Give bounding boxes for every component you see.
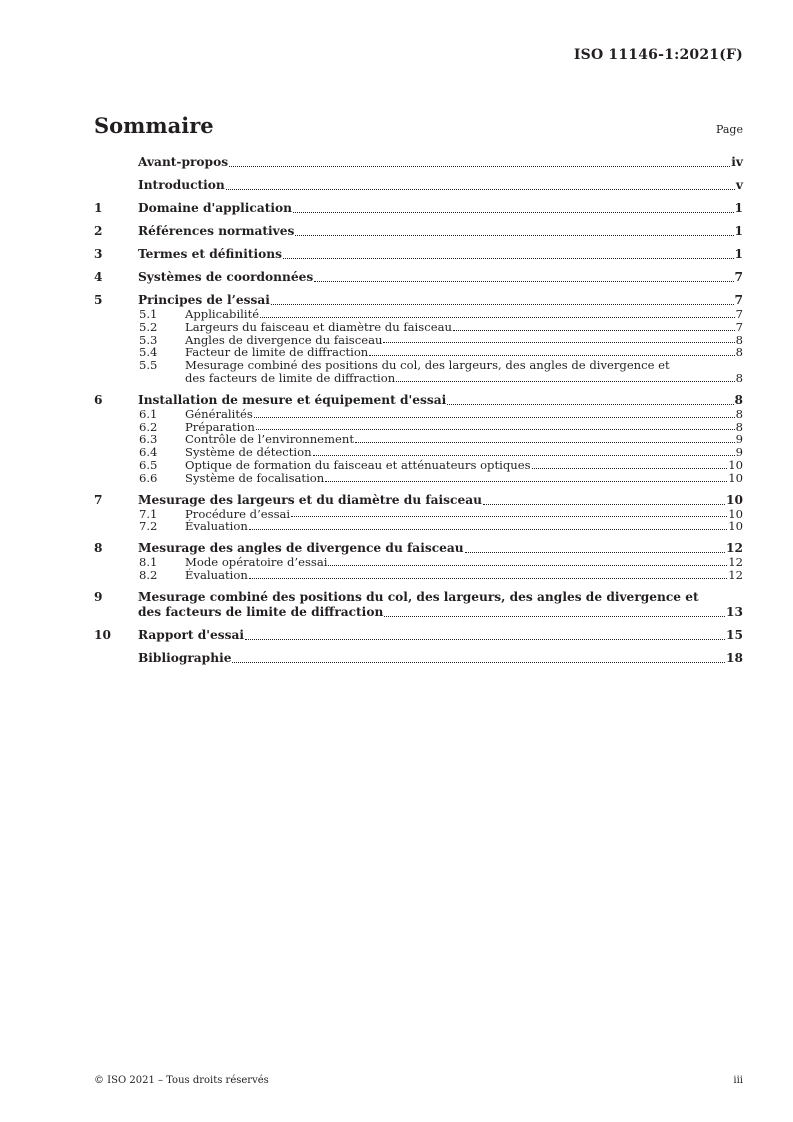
toc-entry-title: Introduction bbox=[138, 178, 225, 192]
toc-subentry[interactable] bbox=[94, 569, 743, 582]
toc-entry-number: 6.1 bbox=[139, 406, 158, 421]
page-footer bbox=[94, 1075, 743, 1086]
toc-entry-title: des facteurs de limite de diffraction bbox=[138, 604, 384, 619]
dot-leader bbox=[249, 577, 727, 579]
toc-entry-page: 8 bbox=[735, 332, 743, 347]
dot-leader bbox=[249, 528, 727, 530]
toc-entry-page: 12 bbox=[728, 555, 743, 570]
toc-entry-number: 6.4 bbox=[139, 445, 158, 460]
dot-leader bbox=[229, 165, 730, 167]
toc-entry-page: 10 bbox=[728, 457, 743, 472]
toc-entry-page: 7 bbox=[734, 293, 743, 307]
dot-leader bbox=[369, 354, 734, 356]
toc-entry[interactable] bbox=[94, 247, 743, 262]
toc-entry-number: 5.4 bbox=[139, 345, 158, 360]
toc-entry-page: 8 bbox=[735, 345, 743, 360]
copyright-notice: © ISO 2021 – Tous droits réservés bbox=[94, 1075, 269, 1086]
dot-leader bbox=[283, 257, 734, 259]
toc-header bbox=[94, 113, 743, 138]
dot-leader bbox=[355, 441, 735, 443]
toc-entry-number: 6.3 bbox=[139, 432, 158, 447]
toc-entry-page: 7 bbox=[735, 307, 743, 321]
toc-entry-title: Principes de l’essai bbox=[138, 293, 270, 307]
toc-entry-title: Bibliographie bbox=[138, 650, 232, 665]
toc-entry-title: Évaluation bbox=[185, 567, 248, 582]
toc-entry-number: 7.2 bbox=[139, 519, 158, 534]
page-number: iii bbox=[733, 1075, 743, 1086]
toc-entry-number: 5.1 bbox=[139, 307, 158, 321]
toc-entry-number: 10 bbox=[94, 627, 111, 642]
toc-entry[interactable] bbox=[94, 155, 743, 170]
toc-entry[interactable] bbox=[94, 628, 743, 643]
toc-entry[interactable] bbox=[94, 651, 743, 666]
dot-leader bbox=[256, 428, 735, 430]
toc-entry-title: Évaluation bbox=[185, 519, 248, 534]
toc-entry-title: Largeurs du faisceau et diamètre du faisceau bbox=[185, 319, 452, 334]
toc-subentry[interactable] bbox=[94, 359, 743, 385]
dot-leader bbox=[483, 503, 725, 505]
toc-entry-title: Préparation bbox=[185, 419, 255, 434]
toc-entry-page: 10 bbox=[728, 470, 743, 485]
toc-entry[interactable] bbox=[94, 270, 743, 285]
toc-entry-number: 4 bbox=[94, 270, 103, 284]
toc-entry-page: 10 bbox=[728, 506, 743, 521]
toc-entry-number: 6.2 bbox=[139, 419, 158, 434]
toc-entry-title-line: Mesurage combiné des positions du col, des largeurs, des angles de divergence et bbox=[185, 358, 670, 373]
toc-entry-page: 8 bbox=[734, 392, 743, 407]
toc-subentry[interactable] bbox=[94, 308, 743, 321]
toc-entry-page: 1 bbox=[734, 224, 743, 238]
toc-entry[interactable] bbox=[94, 590, 743, 620]
dot-leader bbox=[260, 316, 735, 318]
dot-leader bbox=[232, 661, 725, 663]
toc-entry-number: 6.6 bbox=[139, 470, 158, 485]
dot-leader bbox=[383, 341, 734, 343]
toc-entry-page: iv bbox=[731, 155, 743, 169]
toc-entry-title: Installation de mesure et équipement d'essai bbox=[138, 392, 447, 407]
toc-entry-number: 5.2 bbox=[139, 319, 158, 334]
toc-entry[interactable] bbox=[94, 201, 743, 216]
toc-entry[interactable] bbox=[94, 493, 743, 508]
dot-leader bbox=[295, 234, 733, 236]
dot-leader bbox=[384, 615, 725, 617]
toc-entry-page: 8 bbox=[735, 406, 743, 421]
dot-leader bbox=[314, 280, 733, 282]
toc-entry-page: 9 bbox=[735, 445, 743, 460]
toc-title: Sommaire bbox=[94, 113, 214, 138]
toc-entry-title: Optique de formation du faisceau et atténuateurs optiques bbox=[185, 457, 531, 472]
toc-entry-title: Références normatives bbox=[138, 224, 295, 238]
toc-entry-page: 12 bbox=[728, 567, 743, 582]
dot-leader bbox=[226, 188, 735, 190]
toc-entry-number: 9 bbox=[94, 589, 103, 604]
toc-subentry[interactable] bbox=[94, 459, 743, 472]
toc-entry-page: 7 bbox=[735, 319, 743, 334]
toc-entry-page: 13 bbox=[726, 604, 743, 619]
toc-entry-page: 10 bbox=[726, 492, 743, 507]
toc-entry-title: Avant-propos bbox=[138, 155, 229, 169]
document-id: ISO 11146-1:2021(F) bbox=[573, 47, 743, 63]
dot-leader bbox=[271, 303, 734, 305]
toc-entry-number: 7.1 bbox=[139, 506, 158, 521]
toc-entry-title: Rapport d'essai bbox=[138, 627, 245, 642]
toc-entry[interactable] bbox=[94, 293, 743, 308]
toc-entry-page: 12 bbox=[726, 541, 743, 556]
toc-entry-number: 5.5 bbox=[139, 358, 158, 373]
toc-entry-number: 3 bbox=[94, 247, 103, 261]
toc-entry-title: Mode opératoire d’essai bbox=[185, 555, 328, 570]
toc-entry[interactable] bbox=[94, 178, 743, 193]
toc-entry-title: Système de détection bbox=[185, 445, 312, 460]
toc-entry-page: 7 bbox=[734, 270, 743, 284]
toc-entry-title: Mesurage des angles de divergence du faisceau bbox=[138, 541, 464, 556]
toc-entry-number: 2 bbox=[94, 224, 103, 238]
toc-entry-title: Termes et définitions bbox=[138, 247, 282, 261]
toc-entry[interactable] bbox=[94, 224, 743, 239]
toc-entry-page: 10 bbox=[728, 519, 743, 534]
toc-entry-title: des facteurs de limite de diffraction bbox=[185, 370, 396, 385]
toc-entry-page: 15 bbox=[726, 627, 743, 642]
toc-entry-number: 6.5 bbox=[139, 457, 158, 472]
toc-entry-page: 1 bbox=[734, 247, 743, 261]
toc-entry[interactable] bbox=[94, 393, 743, 408]
dot-leader bbox=[328, 564, 727, 566]
toc-subentry[interactable] bbox=[94, 472, 743, 485]
toc-entry-title: Applicabilité bbox=[185, 307, 260, 321]
dot-leader bbox=[293, 211, 734, 213]
toc-entry-page: 8 bbox=[735, 419, 743, 434]
toc-entry-number: 8 bbox=[94, 541, 103, 556]
dot-leader bbox=[396, 380, 734, 382]
dot-leader bbox=[453, 329, 735, 331]
table-of-contents bbox=[94, 155, 743, 666]
dot-leader bbox=[313, 454, 735, 456]
toc-entry-title: Contrôle de l’environnement bbox=[185, 432, 354, 447]
toc-entry-title: Généralités bbox=[185, 406, 253, 421]
toc-entry-title: Mesurage des largeurs et du diamètre du faisceau bbox=[138, 492, 482, 507]
toc-entry-page: v bbox=[735, 178, 743, 192]
toc-entry-number: 6 bbox=[94, 392, 103, 407]
toc-entry-number: 5 bbox=[94, 293, 103, 307]
toc-entry-number: 5.3 bbox=[139, 332, 158, 347]
toc-entry-title: Procédure d’essai bbox=[185, 506, 291, 521]
toc-entry-title: Systèmes de coordonnées bbox=[138, 270, 314, 284]
toc-entry-title: Domaine d'application bbox=[138, 201, 292, 215]
dot-leader bbox=[245, 638, 725, 640]
toc-entry-title-line: Mesurage combiné des positions du col, des largeurs, des angles de divergence et bbox=[138, 589, 699, 604]
dot-leader bbox=[254, 416, 735, 418]
dot-leader bbox=[447, 403, 733, 405]
dot-leader bbox=[465, 551, 725, 553]
dot-leader bbox=[291, 515, 727, 517]
page-column-label: Page bbox=[715, 123, 743, 136]
toc-subentry[interactable] bbox=[94, 321, 743, 334]
toc-entry-title: Système de focalisation bbox=[185, 470, 325, 485]
toc-entry-number: 1 bbox=[94, 201, 103, 215]
toc-entry[interactable] bbox=[94, 541, 743, 556]
toc-entry-title: Facteur de limite de diffraction bbox=[185, 345, 369, 360]
toc-entry-number: 8.1 bbox=[139, 555, 158, 570]
toc-entry-number: 8.2 bbox=[139, 567, 158, 582]
toc-entry-page: 18 bbox=[726, 650, 743, 665]
toc-subentry[interactable] bbox=[94, 520, 743, 533]
toc-entry-number: 7 bbox=[94, 492, 103, 507]
toc-subentry[interactable] bbox=[94, 408, 743, 421]
toc-entry-page: 8 bbox=[735, 370, 743, 385]
toc-entry-page: 1 bbox=[734, 201, 743, 215]
dot-leader bbox=[532, 467, 728, 469]
toc-entry-title: Angles de divergence du faisceau bbox=[185, 332, 383, 347]
dot-leader bbox=[325, 480, 727, 482]
toc-entry-page: 9 bbox=[735, 432, 743, 447]
